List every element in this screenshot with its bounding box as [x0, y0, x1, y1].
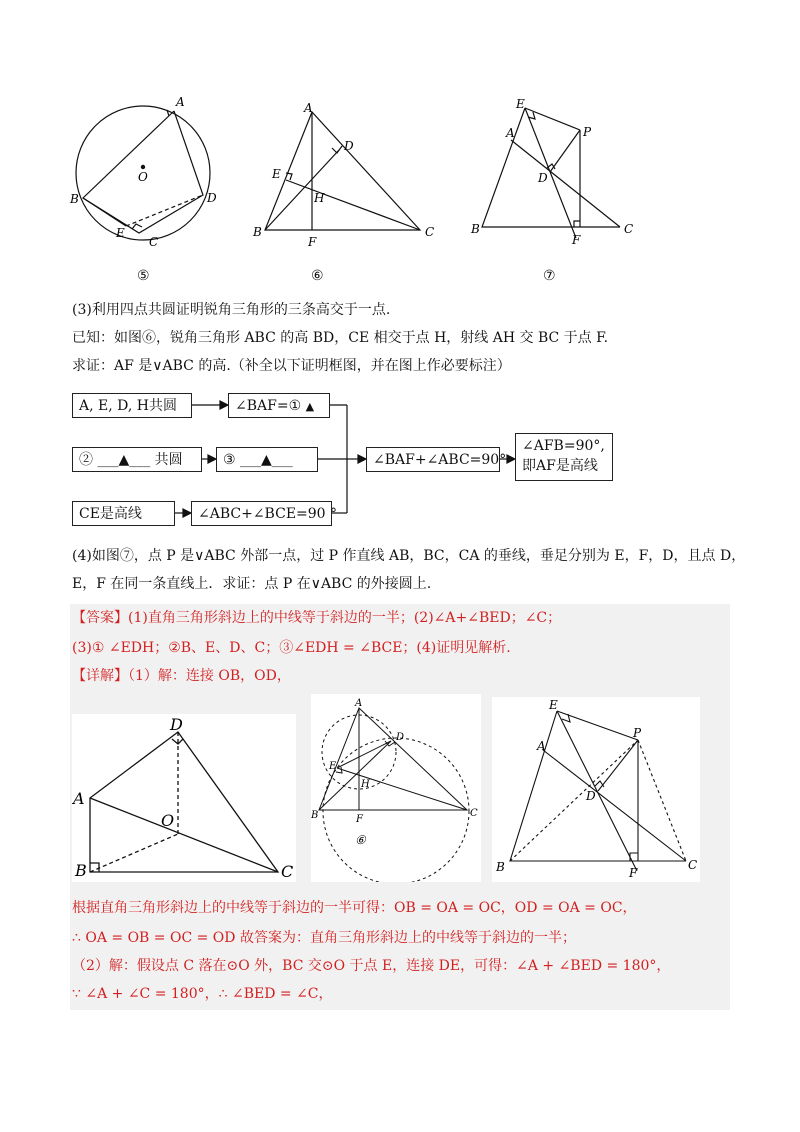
label-E: E: [329, 761, 337, 772]
label-E: E: [549, 698, 558, 712]
figure-6: [265, 112, 420, 230]
label-D: D: [207, 191, 217, 205]
part4-line2: E，F 在同一条直线上．求证：点 P 在∨ABC 的外接圆上.: [72, 576, 432, 592]
flow-box-angle-baf-text: ∠BAF=①: [235, 398, 302, 414]
label-E: E: [272, 167, 281, 181]
label-P: P: [633, 726, 642, 740]
figure-7: [482, 108, 620, 238]
flow-box-ce-altitude: CE是高线: [72, 501, 175, 526]
answer-figure-c: [492, 697, 700, 882]
label-P: P: [583, 125, 592, 139]
figure-6-labels: [252, 101, 434, 249]
label-D: D: [170, 715, 183, 734]
label-O: O: [161, 811, 175, 830]
label-H: H: [361, 779, 370, 790]
answer-line5: ∴ OA = OB = OC = OD 故答案为：直角三角形斜边上的中线等于斜边的一半；: [72, 930, 576, 946]
label-B: B: [311, 810, 319, 821]
center-dot: [141, 165, 145, 169]
label-D: D: [344, 139, 354, 153]
figure-5-caption: ⑤: [137, 268, 150, 284]
part3-prove: 求证：AF 是∨ABC 的高.（补全以下证明框图，并在图上作必要标注）: [72, 358, 511, 374]
answer-figure-a: [72, 714, 296, 882]
label-D: D: [538, 171, 548, 185]
label-C: C: [425, 225, 435, 239]
figure-6-caption: ⑥: [311, 268, 324, 284]
flow-box-aedh-concyclic: A, E, D, H共圆: [72, 393, 192, 418]
label-D: D: [396, 732, 405, 743]
label-F: F: [572, 233, 581, 247]
label-F: F: [308, 235, 317, 249]
label-E: E: [116, 226, 125, 240]
label-C: C: [470, 808, 478, 819]
conclusion-line-1: ∠AFB=90°,: [522, 438, 605, 454]
label-A: A: [304, 101, 313, 115]
flow-box-conclusion: [515, 433, 613, 481]
label-A: A: [176, 95, 185, 109]
label-A: A: [537, 739, 546, 753]
conclusion-line-2: 即AF是高线: [522, 458, 598, 474]
answer-line2: (3)① ∠EDH；②B、E、D、C；③∠EDH = ∠BCE；(4)证明见解析.: [72, 640, 511, 656]
label-O: O: [138, 170, 148, 184]
label-B: B: [496, 860, 505, 874]
answer-figure-b: [311, 694, 481, 882]
label-F: F: [629, 866, 638, 880]
label-E: E: [516, 97, 525, 111]
top-figures: [60, 90, 740, 290]
label-F: F: [356, 814, 363, 825]
label-H: H: [314, 191, 325, 205]
answer-line3: 【详解】（1）解：连接 OB，OD，: [72, 668, 291, 684]
part3-title: (3)利用四点共圆证明锐角三角形的三条高交于一点.: [72, 302, 391, 318]
answer-line4: 根据直角三角形斜边上的中线等于斜边的一半可得：OB = OA = OC，OD = OA = OC，: [72, 900, 637, 916]
label-B: B: [471, 222, 480, 236]
flow-box-sum-90: ∠BAF+∠ABC=90°: [366, 447, 500, 472]
blank-triangle-1: ▲: [305, 400, 315, 413]
label-C: C: [624, 222, 634, 236]
flow-box-blank-3: ③ ___▲___: [216, 447, 318, 472]
label-B: B: [70, 192, 79, 206]
answer-line1: 【答案】(1)直角三角形斜边上的中线等于斜边的一半；(2)∠A+∠BED；∠C；: [72, 610, 562, 626]
part3-given: 已知：如图⑥，锐角三角形 ABC 的高 BD，CE 相交于点 H，射线 AH 交 BC 于点 F.: [72, 330, 609, 346]
label-D: D: [586, 789, 596, 803]
label-C: C: [688, 858, 698, 872]
label-A: A: [73, 789, 85, 808]
part4-line1: (4)如图⑦，点 P 是∨ABC 外部一点，过 P 作直线 AB，BC，CA 的垂线，垂足分别为 E，F，D，且点 D，: [72, 548, 746, 564]
figure-7-caption: ⑦: [543, 268, 556, 284]
label-C: C: [281, 862, 294, 881]
answer-line6: （2）解：假设点 C 落在⊙O 外，BC 交⊙O 于点 E，连接 DE，可得：∠A + ∠BED = 180°，: [72, 958, 671, 974]
figure-b-caption: ⑥: [355, 833, 366, 847]
flow-box-concyclic-blank: ② ___▲___ 共圆: [72, 447, 202, 472]
flow-box-angle-baf: [228, 393, 330, 418]
label-C: C: [149, 235, 159, 249]
flow-box-abc-bce: ∠ABC+∠BCE=90 °: [191, 501, 332, 526]
label-A: A: [355, 698, 363, 709]
answer-line7: ∵ ∠A + ∠C = 180°，∴ ∠BED = ∠C，: [72, 986, 333, 1002]
label-B: B: [75, 861, 87, 880]
label-B: B: [253, 225, 262, 239]
label-A: A: [506, 126, 515, 140]
